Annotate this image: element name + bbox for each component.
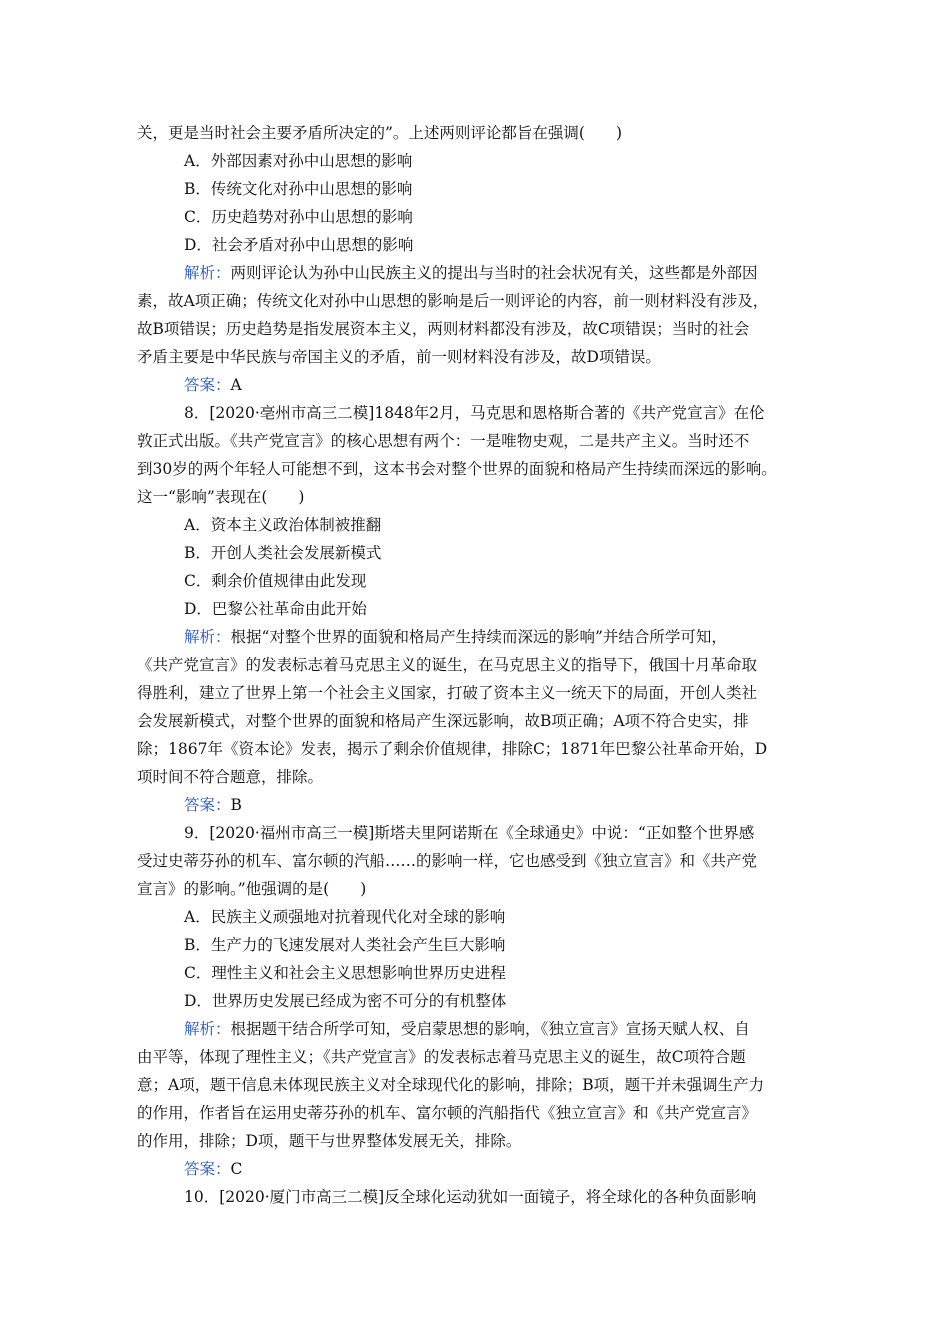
q7-option-b: B．传统文化对孙中山思想的影响 [184,180,413,198]
q8-analysis-line: 项时间不符合题意，排除。 [137,768,324,786]
q8-stem-line: 敦正式出版。《共产党宣言》的核心思想有两个：一是唯物史观，二是共产主义。当时还不 [137,432,750,450]
q9-option-d: D．世界历史发展已经成为密不可分的有机整体 [184,992,507,1010]
q8-analysis-line: 会发展新模式，对整个世界的面貌和格局产生深远影响，故B项正确；A项不符合史实，排 [137,712,749,730]
q9-stem-line: 宣言》的影响。”他强调的是( ) [137,880,367,898]
q8-analysis-line: 得胜利，建立了世界上第一个社会主义国家，打破了资本主义一统天下的局面，开创人类社 [137,684,758,702]
q9-option-a: A．民族主义顽强地对抗着现代化对全球的影响 [184,908,506,926]
q7-analysis-line: 矛盾主要是中华民族与帝国主义的矛盾，前一则材料没有涉及，故D项错误。 [137,348,661,366]
q7-answer [184,375,817,395]
q9-stem-line: 9．[2020·福州市高三一模]斯塔夫里阿诺斯在《全球通史》中说：“正如整个世界感 [184,824,755,842]
q9-analysis-line: 意；A项，题干信息未体现民族主义对全球现代化的影响，排除；B项，题干并未强调生产力 [137,1076,765,1094]
q8-option-b: B．开创人类社会发展新模式 [184,544,382,562]
q9-option-c: C．理性主义和社会主义思想影响世界历史进程 [184,964,506,982]
analysis-label: 解析： [184,1020,231,1038]
q7-option-a: A．外部因素对孙中山思想的影响 [184,152,413,170]
q7-analysis-line: 解析：两则评论认为孙中山民族主义的提出与当时的社会状况有关，这些都是外部因 [184,264,758,282]
answer-value: A [230,376,242,394]
q8-option-d: D．巴黎公社革命由此开始 [184,600,367,618]
analysis-label: 解析： [184,628,231,646]
q8-stem-line: 这一“影响”表现在( ) [137,488,305,506]
answer-value: B [230,796,242,814]
q9-analysis-line: 解析：根据题干结合所学可知，受启蒙思想的影响，《独立宣言》宣扬天赋人权、自 [184,1020,750,1038]
q8-analysis-line: 《共产党宣言》的发表标志着马克思主义的诞生，在马克思主义的指导下，俄国十月革命取 [137,656,758,674]
q7-analysis-line: 素，故A项正确；传统文化对孙中山思想的影响是后一则评论的内容，前一则材料没有涉及， [137,292,769,310]
q7-analysis-line: 故B项错误；历史趋势是指发展资本主义，两则材料都没有涉及，故C项错误；当时的社会 [137,320,750,338]
q7-option-c: C．历史趋势对孙中山思想的影响 [184,208,413,226]
q8-stem-line: 8．[2020·亳州市高三二模]1848年2月，马克思和恩格斯合著的《共产党宣言》在伦 [184,404,765,422]
q8-stem-line: 到30岁的两个年轻人可能想不到，这本书会对整个世界的面貌和格局产生持续而深远的影响。 [137,460,777,478]
q9-stem-line: 受过史蒂芬孙的机车、富尔顿的汽船……的影响一样，它也感受到《独立宣言》和《共产党 [137,852,758,870]
answer-value: C [230,1160,243,1178]
answer-label: 答案： [184,796,231,814]
q9-analysis-line: 由平等，体现了理性主义；《共产党宣言》的发表标志着马克思主义的诞生，故C项符合题 [137,1048,746,1066]
answer-label: 答案： [184,1160,231,1178]
q9-option-b: B．生产力的飞速发展对人类社会产生巨大影响 [184,936,506,954]
q7-option-d: D．社会矛盾对孙中山思想的影响 [184,236,414,254]
q8-option-c: C．剩余价值规律由此发现 [184,572,367,590]
q9-analysis-line: 的作用，作者旨在运用史蒂芬孙的机车、富尔顿的汽船指代《独立宣言》和《共产党宣言》 [137,1104,758,1122]
q10-stem-line: 10．[2020·厦门市高三二模]反全球化运动犹如一面镜子，将全球化的各种负面影响 [184,1188,757,1206]
q9-analysis-line: 的作用，排除；D项，题干与世界整体发展无关，排除。 [137,1132,522,1150]
answer-label: 答案： [184,376,231,394]
q7-stem-tail: 关，更是当时社会主要矛盾所决定的”。上述两则评论都旨在强调( ) [137,124,623,142]
q8-option-a: A．资本主义政治体制被推翻 [184,516,382,534]
analysis-label: 解析： [184,264,231,282]
q8-answer [184,795,817,815]
q8-analysis-line: 解析：根据“对整个世界的面貌和格局产生持续而深远的影响”并结合所学可知， [184,628,727,646]
q9-answer [184,1159,817,1179]
q8-analysis-line: 除；1867年《资本论》发表，揭示了剩余价值规律，排除C；1871年巴黎公社革命开始，D [137,740,768,758]
